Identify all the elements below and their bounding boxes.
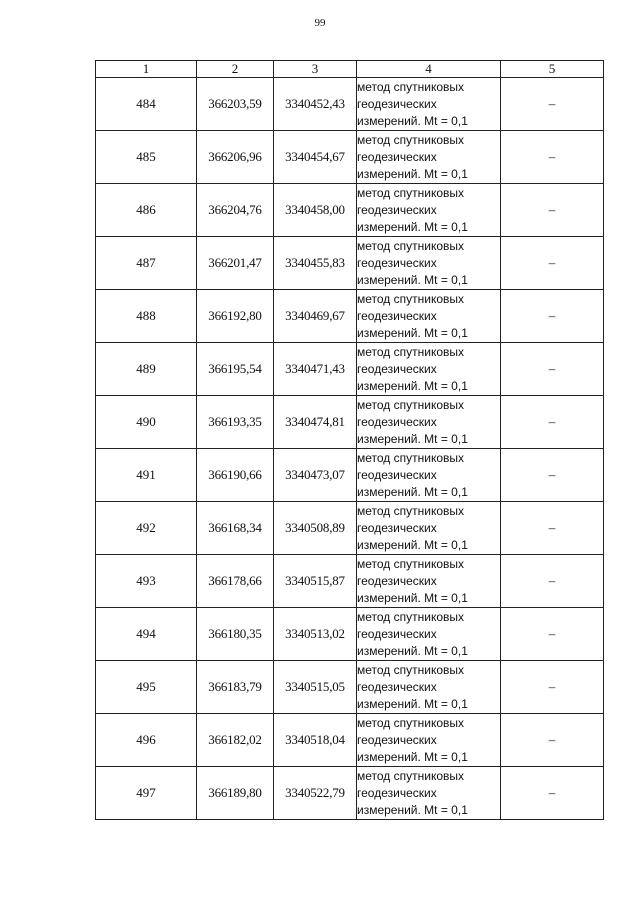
method-line-1: метод спутниковых <box>357 609 465 624</box>
method-line-1: метод спутниковых <box>357 132 465 147</box>
table-row <box>96 502 604 555</box>
method-line-2: геодезических <box>357 96 437 111</box>
coordinate-x: 366180,35 <box>197 608 274 661</box>
method-cell <box>357 714 501 767</box>
method-cell <box>357 608 501 661</box>
coordinate-y: 3340513,02 <box>274 608 357 661</box>
column-header-4: 4 <box>357 61 501 78</box>
point-number: 496 <box>96 714 197 767</box>
table-row <box>96 767 604 820</box>
method-line-3: измерений. Mt = 0,1 <box>357 590 468 605</box>
method-line-3: измерений. Mt = 0,1 <box>357 378 468 393</box>
table-body <box>96 78 604 820</box>
method-line-2: геодезических <box>357 573 437 588</box>
method-line-2: геодезических <box>357 149 437 164</box>
method-line-2: геодезических <box>357 308 437 323</box>
coordinate-y: 3340454,67 <box>274 131 357 184</box>
method-cell <box>357 237 501 290</box>
point-number: 484 <box>96 78 197 131</box>
point-number: 485 <box>96 131 197 184</box>
method-line-1: метод спутниковых <box>357 503 465 518</box>
point-number: 486 <box>96 184 197 237</box>
method-line-3: измерений. Mt = 0,1 <box>357 166 468 181</box>
method-line-3: измерений. Mt = 0,1 <box>357 696 468 711</box>
table-row <box>96 78 604 131</box>
coordinate-y: 3340508,89 <box>274 502 357 555</box>
method-cell <box>357 767 501 820</box>
note-cell: – <box>501 608 604 661</box>
coordinate-y: 3340474,81 <box>274 396 357 449</box>
coordinate-x: 366168,34 <box>197 502 274 555</box>
coordinate-x: 366195,54 <box>197 343 274 396</box>
method-cell <box>357 396 501 449</box>
method-line-2: геодезических <box>357 414 437 429</box>
column-header-1: 1 <box>96 61 197 78</box>
coordinate-x: 366204,76 <box>197 184 274 237</box>
coordinate-y: 3340515,05 <box>274 661 357 714</box>
point-number: 495 <box>96 661 197 714</box>
method-cell <box>357 555 501 608</box>
method-line-2: геодезических <box>357 732 437 747</box>
table-row <box>96 131 604 184</box>
point-number: 489 <box>96 343 197 396</box>
table-row <box>96 290 604 343</box>
method-line-2: геодезических <box>357 679 437 694</box>
coordinate-y: 3340452,43 <box>274 78 357 131</box>
coordinate-y: 3340455,83 <box>274 237 357 290</box>
note-cell: – <box>501 555 604 608</box>
coordinate-y: 3340471,43 <box>274 343 357 396</box>
coordinate-y: 3340518,04 <box>274 714 357 767</box>
note-cell: – <box>501 449 604 502</box>
note-cell: – <box>501 396 604 449</box>
method-cell <box>357 343 501 396</box>
note-cell: – <box>501 290 604 343</box>
table-row <box>96 396 604 449</box>
method-cell <box>357 502 501 555</box>
note-cell: – <box>501 767 604 820</box>
method-line-3: измерений. Mt = 0,1 <box>357 219 468 234</box>
page-number: 99 <box>314 17 326 29</box>
method-cell <box>357 78 501 131</box>
point-number: 491 <box>96 449 197 502</box>
coordinate-x: 366183,79 <box>197 661 274 714</box>
method-line-1: метод спутниковых <box>357 556 465 571</box>
method-line-3: измерений. Mt = 0,1 <box>357 325 468 340</box>
method-line-2: геодезических <box>357 255 437 270</box>
method-line-1: метод спутниковых <box>357 238 465 253</box>
method-line-3: измерений. Mt = 0,1 <box>357 431 468 446</box>
point-number: 492 <box>96 502 197 555</box>
coordinate-x: 366201,47 <box>197 237 274 290</box>
coordinate-x: 366192,80 <box>197 290 274 343</box>
table-row <box>96 661 604 714</box>
note-cell: – <box>501 131 604 184</box>
method-line-1: метод спутниковых <box>357 291 465 306</box>
method-line-1: метод спутниковых <box>357 397 465 412</box>
column-header-5: 5 <box>501 61 604 78</box>
column-header-2: 2 <box>197 61 274 78</box>
point-number: 497 <box>96 767 197 820</box>
method-line-3: измерений. Mt = 0,1 <box>357 537 468 552</box>
method-line-1: метод спутниковых <box>357 344 465 359</box>
coordinate-x: 366178,66 <box>197 555 274 608</box>
note-cell: – <box>501 661 604 714</box>
table-header-row <box>96 61 604 78</box>
method-cell <box>357 290 501 343</box>
coordinate-x: 366206,96 <box>197 131 274 184</box>
method-line-2: геодезических <box>357 361 437 376</box>
method-line-3: измерений. Mt = 0,1 <box>357 643 468 658</box>
note-cell: – <box>501 237 604 290</box>
coordinates-table <box>95 60 604 820</box>
note-cell: – <box>501 502 604 555</box>
method-line-3: измерений. Mt = 0,1 <box>357 749 468 764</box>
table-row <box>96 343 604 396</box>
method-line-2: геодезических <box>357 202 437 217</box>
note-cell: – <box>501 78 604 131</box>
method-cell <box>357 131 501 184</box>
method-line-1: метод спутниковых <box>357 768 465 783</box>
point-number: 488 <box>96 290 197 343</box>
point-number: 487 <box>96 237 197 290</box>
point-number: 490 <box>96 396 197 449</box>
coordinate-x: 366182,02 <box>197 714 274 767</box>
note-cell: – <box>501 714 604 767</box>
method-line-2: геодезических <box>357 785 437 800</box>
table-row <box>96 714 604 767</box>
method-line-1: метод спутниковых <box>357 79 465 94</box>
table-row <box>96 608 604 661</box>
column-header-3: 3 <box>274 61 357 78</box>
method-line-1: метод спутниковых <box>357 715 465 730</box>
method-line-3: измерений. Mt = 0,1 <box>357 113 468 128</box>
method-cell <box>357 661 501 714</box>
table-row <box>96 237 604 290</box>
table-row <box>96 555 604 608</box>
method-line-3: измерений. Mt = 0,1 <box>357 272 468 287</box>
coordinate-y: 3340458,00 <box>274 184 357 237</box>
table-row <box>96 449 604 502</box>
method-line-3: измерений. Mt = 0,1 <box>357 484 468 499</box>
coordinate-y: 3340515,87 <box>274 555 357 608</box>
coordinate-y: 3340473,07 <box>274 449 357 502</box>
point-number: 493 <box>96 555 197 608</box>
coordinate-x: 366203,59 <box>197 78 274 131</box>
method-line-2: геодезических <box>357 467 437 482</box>
method-cell <box>357 184 501 237</box>
coordinate-x: 366190,66 <box>197 449 274 502</box>
coordinate-y: 3340522,79 <box>274 767 357 820</box>
method-line-2: геодезических <box>357 520 437 535</box>
method-line-1: метод спутниковых <box>357 185 465 200</box>
method-line-1: метод спутниковых <box>357 662 465 677</box>
note-cell: – <box>501 343 604 396</box>
point-number: 494 <box>96 608 197 661</box>
method-line-2: геодезических <box>357 626 437 641</box>
note-cell: – <box>501 184 604 237</box>
table-row <box>96 184 604 237</box>
coordinate-y: 3340469,67 <box>274 290 357 343</box>
coordinate-x: 366189,80 <box>197 767 274 820</box>
coordinate-x: 366193,35 <box>197 396 274 449</box>
method-cell <box>357 449 501 502</box>
method-line-1: метод спутниковых <box>357 450 465 465</box>
method-line-3: измерений. Mt = 0,1 <box>357 802 468 817</box>
